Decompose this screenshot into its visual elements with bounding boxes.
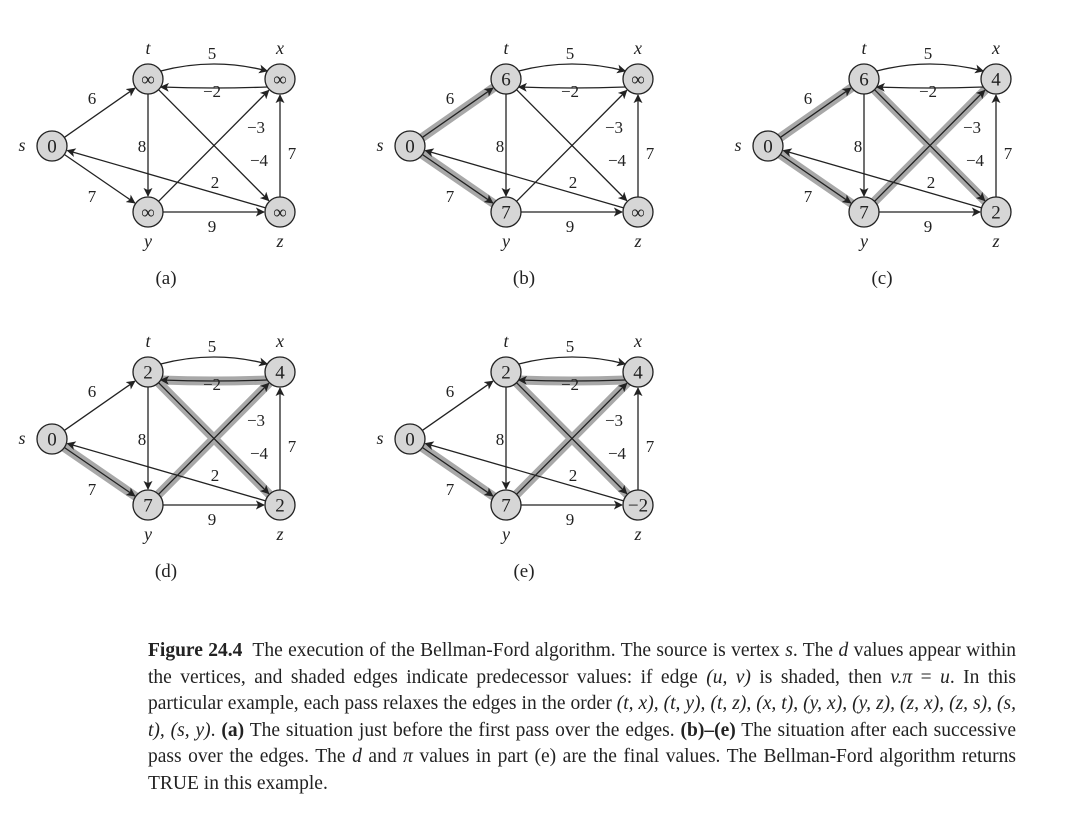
caption-label: Figure 24.4 xyxy=(148,640,243,661)
edge-s-t xyxy=(64,88,135,137)
vertex-x-name: x xyxy=(634,331,642,351)
edge-t-y-weight: 8 xyxy=(495,430,505,449)
edge-t-x-weight: 5 xyxy=(565,337,575,356)
edge-t-y-weight: 8 xyxy=(495,137,505,156)
edge-t-x xyxy=(161,357,268,364)
edge-s-y-weight: 7 xyxy=(87,187,97,206)
edge-t-z-weight: −4 xyxy=(607,444,627,463)
edge-z-x-weight: 7 xyxy=(1003,144,1013,163)
vertex-x-d-value: 4 xyxy=(275,362,285,384)
vertex-x-d-value: ∞ xyxy=(631,69,645,91)
vertex-y-name: y xyxy=(144,524,152,544)
edge-s-y-weight: 7 xyxy=(803,187,813,206)
edge-s-y-weight: 7 xyxy=(445,480,455,499)
edge-t-x-weight: 5 xyxy=(207,337,217,356)
edge-s-t-weight: 6 xyxy=(803,89,813,108)
vertex-x-name: x xyxy=(992,38,1000,58)
vertex-y-d-value: 7 xyxy=(501,495,511,517)
vertex-y-d-value: 7 xyxy=(501,202,511,224)
edge-t-x-weight: 5 xyxy=(207,44,217,63)
vertex-t-name: t xyxy=(145,38,151,58)
vertex-z-name: z xyxy=(634,524,642,544)
edge-t-z-weight: −4 xyxy=(607,151,627,170)
vertex-z-d-value: ∞ xyxy=(273,202,287,224)
edge-t-y-weight: 8 xyxy=(137,137,147,156)
edge-s-t xyxy=(422,88,493,137)
panel-label: (c) xyxy=(871,268,893,289)
edge-y-x-weight: −3 xyxy=(246,411,266,430)
edge-s-t-weight: 6 xyxy=(87,89,97,108)
edge-x-t-weight: −2 xyxy=(560,375,580,394)
vertex-t-name: t xyxy=(145,331,151,351)
edge-s-y xyxy=(64,154,134,202)
edge-t-y-weight: 8 xyxy=(137,430,147,449)
edge-z-s-weight: 2 xyxy=(568,466,578,485)
vertex-z-name: z xyxy=(276,231,284,251)
edge-z-s-weight: 2 xyxy=(926,173,936,192)
edge-z-s-weight: 2 xyxy=(210,173,220,192)
edge-x-t-weight: −2 xyxy=(918,82,938,101)
edge-y-z-weight: 9 xyxy=(565,510,575,529)
panel-e xyxy=(376,331,654,582)
edge-s-t-weight: 6 xyxy=(445,89,455,108)
vertex-s-name: s xyxy=(376,428,384,448)
panel-label: (b) xyxy=(512,268,536,289)
vertex-z-name: z xyxy=(276,524,284,544)
edge-t-z-weight: −4 xyxy=(249,444,269,463)
edge-t-z-weight: −4 xyxy=(965,151,985,170)
edge-x-t-weight: −2 xyxy=(560,82,580,101)
edge-s-y xyxy=(422,447,492,495)
vertex-z-name: z xyxy=(992,231,1000,251)
vertex-s-name: s xyxy=(376,135,384,155)
vertex-y-d-value: 7 xyxy=(859,202,869,224)
edge-s-y xyxy=(64,447,134,495)
vertex-y-name: y xyxy=(860,231,868,251)
edge-s-y-weight: 7 xyxy=(87,480,97,499)
edge-s-t xyxy=(422,381,493,430)
edge-t-x-weight: 5 xyxy=(565,44,575,63)
panel-label: (e) xyxy=(513,561,535,582)
vertex-y-d-value: ∞ xyxy=(141,202,155,224)
vertex-z-d-value: 2 xyxy=(991,202,1001,224)
edge-s-t-weight: 6 xyxy=(445,382,455,401)
vertex-x-d-value: 4 xyxy=(633,362,643,384)
vertex-t-name: t xyxy=(861,38,867,58)
edge-z-x-weight: 7 xyxy=(645,144,655,163)
vertex-t-name: t xyxy=(503,331,509,351)
edge-s-t-weight: 6 xyxy=(87,382,97,401)
edge-y-z-weight: 9 xyxy=(923,217,933,236)
vertex-x-name: x xyxy=(276,38,284,58)
panel-b xyxy=(376,38,654,289)
panel-d xyxy=(18,331,296,582)
vertex-t-name: t xyxy=(503,38,509,58)
edge-s-t xyxy=(64,381,135,430)
edge-t-x xyxy=(877,64,984,71)
edge-z-x-weight: 7 xyxy=(287,144,297,163)
figure-caption: Figure 24.4 The execution of the Bellman-Ford algorithm. The source is vertex s. The d values appear within the vertices, and shaded edges indicate predecessor values: if edge (u, v) is shaded, then v.π = u. In this particular example, each pass relaxes the edges in the order (t, x), (t, y), (t, z), (x, t), (y, x), (y, z), (z, x), (z, s), (s, t), (s, y). (a) The situation just before the first pass over the edges. (b)–(e) The situation after each successive pass over the edges. The d and π values in part (e) are the final values. The Bellman-Ford algorithm returns TRUE in this example. xyxy=(148,640,1017,794)
panel-c xyxy=(734,38,1012,289)
vertex-t-d-value: 2 xyxy=(501,362,511,384)
edge-s-t xyxy=(780,88,851,137)
vertex-z-d-value: ∞ xyxy=(631,202,645,224)
edge-x-t-weight: −2 xyxy=(202,375,222,394)
vertex-s-d-value: 0 xyxy=(47,429,57,451)
vertex-s-name: s xyxy=(18,135,26,155)
vertex-z-name: z xyxy=(634,231,642,251)
vertex-t-d-value: 6 xyxy=(859,69,869,91)
edge-y-z-weight: 9 xyxy=(207,217,217,236)
vertex-t-d-value: ∞ xyxy=(141,69,155,91)
edge-z-s-weight: 2 xyxy=(568,173,578,192)
vertex-y-d-value: 7 xyxy=(143,495,153,517)
edge-y-x-weight: −3 xyxy=(604,411,624,430)
edge-y-x-weight: −3 xyxy=(246,118,266,137)
vertex-t-d-value: 2 xyxy=(143,362,153,384)
vertex-t-d-value: 6 xyxy=(501,69,511,91)
edge-s-y-weight: 7 xyxy=(445,187,455,206)
edge-z-x-weight: 7 xyxy=(645,437,655,456)
edge-z-x-weight: 7 xyxy=(287,437,297,456)
vertex-x-name: x xyxy=(634,38,642,58)
edge-y-x-weight: −3 xyxy=(604,118,624,137)
panel-a xyxy=(18,38,296,289)
edge-z-s-weight: 2 xyxy=(210,466,220,485)
edge-y-x-weight: −3 xyxy=(962,118,982,137)
edge-s-y xyxy=(422,154,492,202)
relaxation-order: (t, x), (t, y), (t, z), (x, t), (y, x), (y, z), (z, x), (z, s), (s, t), (s, y) xyxy=(148,693,1017,741)
vertex-s-name: s xyxy=(18,428,26,448)
vertex-y-name: y xyxy=(144,231,152,251)
vertex-s-d-value: 0 xyxy=(47,136,57,158)
vertex-y-name: y xyxy=(502,524,510,544)
vertex-x-d-value: 4 xyxy=(991,69,1001,91)
edge-y-z-weight: 9 xyxy=(207,510,217,529)
edge-z-s xyxy=(67,150,265,207)
vertex-s-d-value: 0 xyxy=(405,136,415,158)
edge-t-x xyxy=(519,64,626,71)
edge-x-t-weight: −2 xyxy=(202,82,222,101)
edge-t-x xyxy=(519,357,626,364)
panel-label: (d) xyxy=(154,561,178,582)
vertex-z-d-value: −2 xyxy=(627,495,649,517)
edge-t-x xyxy=(161,64,268,71)
vertex-s-d-value: 0 xyxy=(405,429,415,451)
edge-t-z-weight: −4 xyxy=(249,151,269,170)
edge-y-z-weight: 9 xyxy=(565,217,575,236)
edge-s-y xyxy=(780,154,850,202)
vertex-x-name: x xyxy=(276,331,284,351)
vertex-s-name: s xyxy=(734,135,742,155)
edge-t-y-weight: 8 xyxy=(853,137,863,156)
edge-t-x-weight: 5 xyxy=(923,44,933,63)
vertex-s-d-value: 0 xyxy=(763,136,773,158)
panel-label: (a) xyxy=(155,268,177,289)
vertex-z-d-value: 2 xyxy=(275,495,285,517)
vertex-y-name: y xyxy=(502,231,510,251)
vertex-x-d-value: ∞ xyxy=(273,69,287,91)
